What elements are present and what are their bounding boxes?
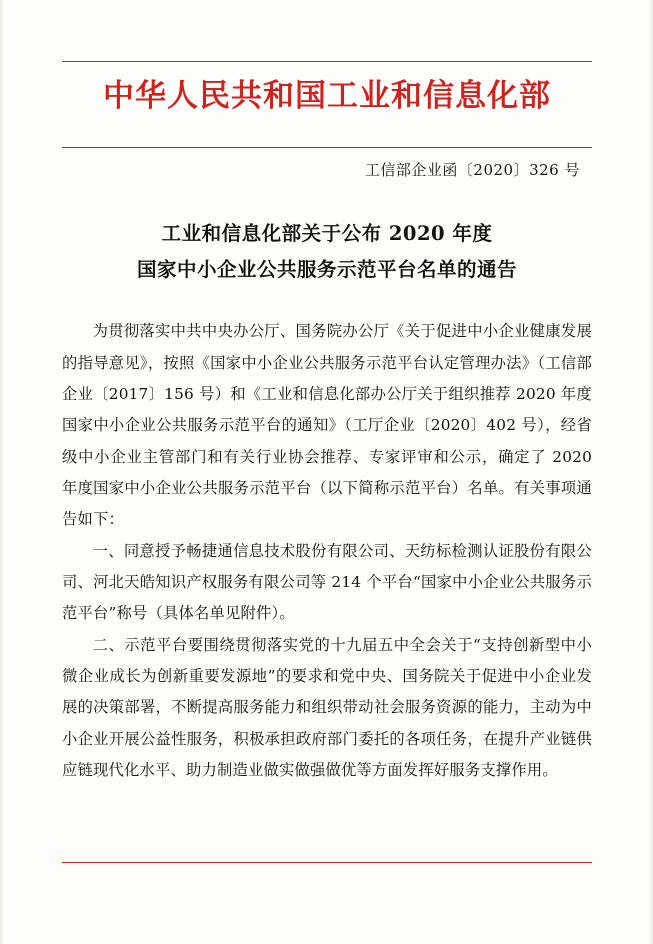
document-content-area xyxy=(62,0,592,944)
page-edge-left xyxy=(0,0,4,944)
document-body-text xyxy=(62,316,592,786)
page-edge-right xyxy=(649,0,653,944)
ministry-masthead-title: 中华人民共和国工业和信息化部 xyxy=(103,78,551,114)
document-title-line-2: 国家中小企业公共服务示范平台名单的通告 xyxy=(136,258,517,282)
document-title-line-1: 工业和信息化部关于公布 2020 年度 xyxy=(161,222,493,246)
document-reference-number: 工信部企业函〔2020〕326 号 xyxy=(364,161,580,180)
document-title xyxy=(62,216,592,288)
document-footer-area xyxy=(62,880,592,920)
body-paragraph-2: 一、同意授予畅捷通信息技术股份有限公司、天纺标检测认证股份有限公司、河北天皓知识产权服务有限公司等 214 个平台“国家中小企业公共服务示范平台”称号（具体名单见附件）。 xyxy=(62,541,592,623)
body-paragraph-1: 为贯彻落实中共中央办公厅、国务院办公厅《关于促进中小企业健康发展的指导意见》，按照《国家中小企业公共服务示范平台认定管理办法》（工信部企业〔2017〕156 号）和《工业和信息化部办公厅关于组织推荐 2020 年度国家中小企业公共服务示范平台的通知》（工厅企业〔2020〕402 号），经省级中小企业主管部门和有关行业协会推荐、专家评审和公示，确定了 2020 年度国家中小企业公共服务示范平台（以下简称示范平台）名单。有关事项通告如下： xyxy=(62,322,592,529)
body-paragraph-3: 二、示范平台要围绕贯彻落实党的十九届五中全会关于“支持创新型中小微企业成长为创新重要发源地”的要求和党中央、国务院关于促进中小企业发展的决策部署，不断提高服务能力和组织带动社会服务资源的能力，主动为中小企业开展公益性服务，积极承担政府部门委托的各项任务，在提升产业链供应链现代化水平、助力制造业做实做强做优等方面发挥好服务支撑作用。 xyxy=(62,635,592,780)
